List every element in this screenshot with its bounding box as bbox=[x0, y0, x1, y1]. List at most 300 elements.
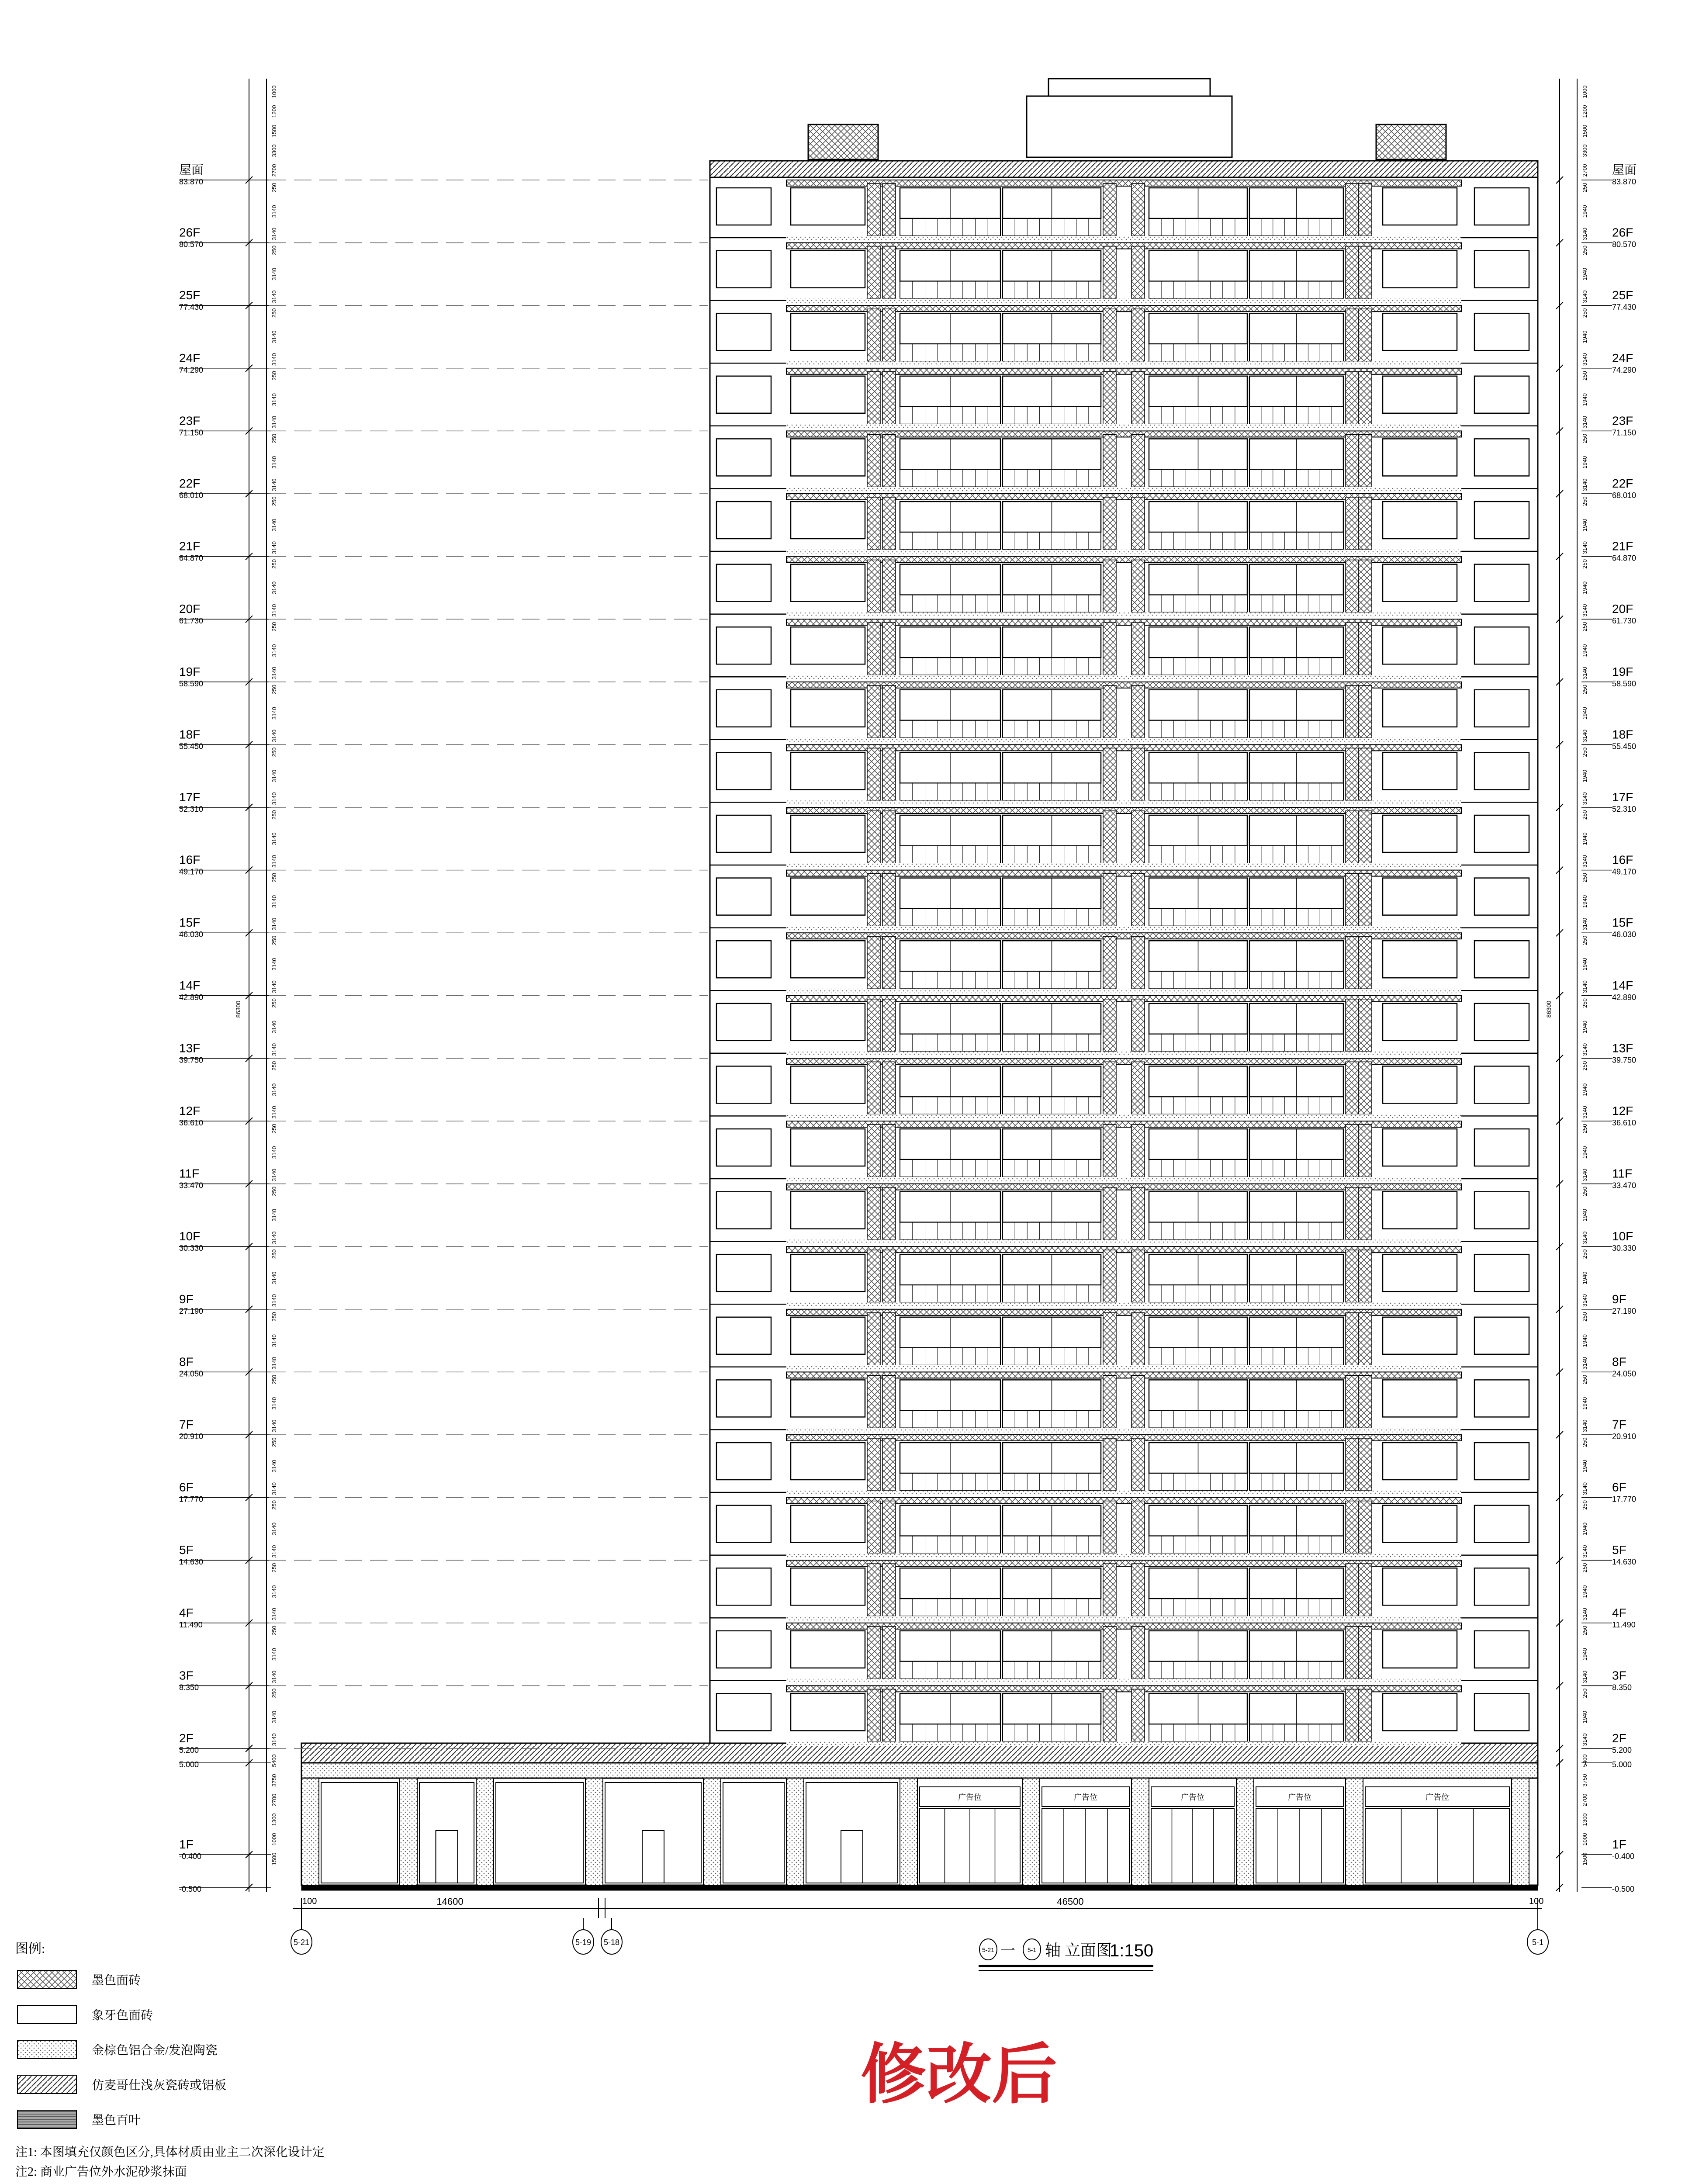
podium-column bbox=[703, 1778, 721, 1885]
level-elevation: 30.330 bbox=[1612, 1244, 1637, 1253]
level-elevation: 71.150 bbox=[1612, 428, 1637, 437]
shop-sign-label: 广告位 bbox=[958, 1793, 982, 1802]
pier bbox=[1103, 434, 1116, 487]
note-1: 注1: 本图填充仅颜色区分,具体材质由业主二次深化设计定 bbox=[15, 2146, 325, 2159]
floor-band bbox=[710, 431, 1538, 491]
pier bbox=[1346, 1250, 1359, 1302]
level-marker bbox=[1556, 1229, 1636, 1253]
level-elevation: 83.870 bbox=[179, 177, 204, 186]
window bbox=[1383, 376, 1457, 413]
window bbox=[1474, 1693, 1529, 1731]
level-marker bbox=[179, 916, 271, 939]
pier bbox=[1131, 1564, 1145, 1616]
level-marker bbox=[1556, 351, 1636, 374]
level-elevation: 77.430 bbox=[179, 303, 204, 312]
pier bbox=[1346, 1501, 1359, 1554]
level-elevation: 8.350 bbox=[179, 1683, 199, 1692]
window bbox=[1383, 1004, 1457, 1041]
floor-band bbox=[710, 807, 1538, 868]
pier bbox=[867, 372, 880, 424]
pier bbox=[1103, 1627, 1116, 1679]
floor-band bbox=[710, 1686, 1538, 1746]
pier bbox=[1103, 560, 1116, 613]
storey-dimension: 3140 bbox=[1581, 1608, 1588, 1621]
level-marker bbox=[179, 226, 271, 249]
level-marker bbox=[1556, 477, 1636, 500]
dim-left-span: 14600 bbox=[436, 1896, 464, 1907]
floor-band bbox=[710, 494, 1538, 554]
storey-dimension: 250 bbox=[1581, 685, 1588, 694]
window bbox=[1474, 502, 1529, 539]
pier bbox=[1359, 1062, 1372, 1114]
top-dimension: 1000 bbox=[1581, 85, 1588, 98]
storey-dimension: 250 bbox=[1581, 496, 1588, 506]
storey-dimension: 250 bbox=[1581, 371, 1588, 381]
pier bbox=[882, 309, 896, 361]
floor-band bbox=[710, 744, 1538, 805]
podium-column bbox=[1022, 1778, 1040, 1885]
level-marker bbox=[1556, 1838, 1634, 1861]
window bbox=[716, 1129, 771, 1166]
level-elevation: 64.870 bbox=[179, 554, 204, 563]
window bbox=[716, 752, 771, 789]
pier bbox=[1359, 1689, 1372, 1741]
level-elevation: -0.500 bbox=[179, 1885, 202, 1893]
window bbox=[791, 941, 865, 978]
storey-dimension: 250 bbox=[1581, 1437, 1588, 1447]
pier bbox=[867, 1564, 880, 1616]
level-name: 20F bbox=[1612, 602, 1633, 616]
pier bbox=[1359, 748, 1372, 800]
storey-dimension: 3140 bbox=[271, 581, 277, 594]
axis-label-5-21: 5-21 bbox=[293, 1938, 310, 1947]
pier bbox=[1131, 372, 1145, 424]
pier bbox=[867, 434, 880, 487]
dim-right-span: 46500 bbox=[1057, 1896, 1084, 1907]
roof-parapet bbox=[710, 161, 1538, 177]
storey-dimension: 1940 bbox=[1581, 1460, 1588, 1473]
storey-dimension: 3140 bbox=[271, 1146, 277, 1159]
pier bbox=[882, 685, 896, 738]
storey-dimension: 3140 bbox=[1581, 855, 1588, 868]
window bbox=[1383, 1254, 1457, 1291]
bottom-dimension: 1500 bbox=[1581, 1852, 1588, 1866]
window bbox=[716, 1254, 771, 1291]
window bbox=[716, 1066, 771, 1103]
floor-band bbox=[710, 1435, 1538, 1495]
level-elevation: 68.010 bbox=[179, 491, 204, 500]
level-elevation: 74.290 bbox=[1612, 365, 1637, 374]
storey-dimension: 3140 bbox=[1581, 1482, 1588, 1495]
legend-label-4: 墨色百叶 bbox=[92, 2114, 141, 2127]
level-elevation: 14.630 bbox=[179, 1558, 204, 1567]
bottom-dimension: 1500 bbox=[271, 1852, 277, 1866]
pier bbox=[867, 1438, 880, 1491]
level-elevation: -0.400 bbox=[179, 1852, 202, 1861]
pier bbox=[1346, 936, 1359, 989]
level-elevation: 77.430 bbox=[1612, 303, 1637, 312]
window bbox=[791, 1443, 865, 1480]
storey-dimension: 3140 bbox=[271, 1208, 277, 1222]
pier bbox=[1103, 685, 1116, 738]
top-dimension: 1200 bbox=[271, 105, 277, 118]
pier bbox=[1346, 372, 1359, 424]
level-name: 16F bbox=[1612, 853, 1633, 867]
floor-band bbox=[710, 1560, 1538, 1620]
level-name: 26F bbox=[1612, 225, 1633, 239]
storey-dimension: 250 bbox=[1581, 1563, 1588, 1573]
storey-dimension: 250 bbox=[271, 1061, 277, 1071]
floor-band bbox=[710, 368, 1538, 429]
pier bbox=[867, 874, 880, 926]
storey-dimension: 3140 bbox=[271, 330, 277, 343]
level-marker bbox=[1556, 1104, 1636, 1127]
pier bbox=[1103, 1187, 1116, 1240]
floor-band bbox=[710, 305, 1538, 366]
pier bbox=[1103, 1062, 1116, 1114]
pier bbox=[867, 623, 880, 675]
storey-dimension: 1940 bbox=[1581, 1083, 1588, 1096]
level-name: 9F bbox=[179, 1292, 194, 1306]
window bbox=[1383, 1568, 1457, 1605]
storey-dimension: 250 bbox=[271, 1249, 277, 1259]
window bbox=[1474, 1506, 1529, 1543]
level-marker bbox=[1556, 288, 1636, 312]
storey-dimension: 250 bbox=[1581, 998, 1588, 1008]
level-marker bbox=[179, 790, 271, 813]
pier bbox=[1346, 623, 1359, 675]
storey-dimension: 3140 bbox=[1581, 1670, 1588, 1683]
level-name: 3F bbox=[179, 1668, 194, 1682]
pier bbox=[1131, 811, 1145, 863]
level-marker bbox=[179, 602, 271, 625]
level-name: 18F bbox=[1612, 727, 1633, 741]
storey-dimension: 1940 bbox=[1581, 205, 1588, 218]
level-name: 21F bbox=[1612, 539, 1633, 553]
level-marker bbox=[179, 288, 271, 312]
pier bbox=[1346, 685, 1359, 738]
pier bbox=[882, 1062, 896, 1114]
level-marker bbox=[1556, 1606, 1636, 1629]
level-marker bbox=[1556, 602, 1636, 625]
level-marker bbox=[179, 1884, 271, 1893]
level-marker bbox=[1556, 1167, 1636, 1190]
pier bbox=[867, 1689, 880, 1741]
level-elevation: 17.770 bbox=[179, 1495, 204, 1504]
podium-column bbox=[585, 1778, 603, 1885]
legend-swatch-plain bbox=[17, 2005, 76, 2024]
pier bbox=[1359, 434, 1372, 487]
window bbox=[791, 627, 865, 664]
legend-label-2: 金棕色铝合金/发泡陶瓷 bbox=[92, 2044, 218, 2057]
pier bbox=[1131, 1689, 1145, 1741]
window bbox=[1474, 439, 1529, 476]
pier bbox=[1131, 183, 1145, 236]
window bbox=[1383, 1443, 1457, 1480]
level-name: 13F bbox=[1612, 1041, 1633, 1055]
storey-dimension: 3140 bbox=[271, 456, 277, 469]
floor-band bbox=[710, 1498, 1538, 1558]
pier bbox=[1346, 246, 1359, 299]
pier bbox=[1131, 1375, 1145, 1428]
pier bbox=[1359, 309, 1372, 361]
podium-bays bbox=[301, 1778, 1529, 1885]
pier bbox=[867, 999, 880, 1052]
legend bbox=[15, 1942, 226, 2129]
window bbox=[1474, 627, 1529, 664]
window bbox=[716, 1506, 771, 1543]
axis-markers bbox=[291, 1918, 1548, 1954]
storey-dimension: 3140 bbox=[271, 1670, 277, 1683]
podium-wall bbox=[723, 1783, 784, 1883]
level-name: 7F bbox=[1612, 1418, 1626, 1431]
pier bbox=[1346, 309, 1359, 361]
window bbox=[716, 1004, 771, 1041]
pier bbox=[882, 183, 896, 236]
level-marker bbox=[1556, 226, 1636, 249]
pier bbox=[1359, 685, 1372, 738]
window bbox=[716, 439, 771, 476]
storey-dimension: 250 bbox=[271, 1688, 277, 1698]
storey-dimension: 1940 bbox=[1581, 330, 1588, 343]
window bbox=[791, 690, 865, 727]
top-dimension: 3300 bbox=[1581, 144, 1588, 157]
level-marker bbox=[179, 1838, 271, 1861]
storey-dimension: 3140 bbox=[1581, 415, 1588, 429]
pier bbox=[882, 1438, 896, 1491]
title-dash: 一 bbox=[1000, 1943, 1015, 1959]
level-elevation: 61.730 bbox=[1612, 616, 1637, 626]
storey-dimension: 3140 bbox=[1581, 1043, 1588, 1056]
level-marker bbox=[179, 1167, 271, 1190]
window bbox=[716, 1693, 771, 1731]
level-marker bbox=[1556, 1759, 1632, 1769]
pier bbox=[1131, 1313, 1145, 1365]
pier bbox=[1359, 1187, 1372, 1240]
level-elevation: 20.910 bbox=[179, 1432, 204, 1441]
storey-dimension: 3140 bbox=[271, 1043, 277, 1056]
level-marker bbox=[1556, 414, 1636, 437]
level-name: 6F bbox=[179, 1480, 194, 1494]
window bbox=[716, 188, 771, 225]
pier bbox=[1131, 623, 1145, 675]
level-name: 26F bbox=[179, 225, 201, 239]
bottom-dimension: 2700 bbox=[271, 1793, 277, 1807]
window bbox=[791, 251, 865, 288]
level-marker bbox=[1556, 853, 1636, 876]
pier bbox=[1359, 183, 1372, 236]
legend-swatch-diagonal bbox=[17, 2075, 76, 2094]
pier bbox=[1359, 1438, 1372, 1491]
storey-dimension: 250 bbox=[1581, 433, 1588, 443]
level-name: 4F bbox=[179, 1606, 194, 1620]
level-elevation: 5.000 bbox=[1612, 1760, 1632, 1769]
pier bbox=[882, 434, 896, 487]
window bbox=[716, 690, 771, 727]
level-elevation: 36.610 bbox=[179, 1118, 204, 1127]
level-marker bbox=[179, 1606, 271, 1629]
storey-dimension: 3140 bbox=[271, 1021, 277, 1034]
level-name: 19F bbox=[1612, 665, 1633, 678]
storey-dimension: 3140 bbox=[271, 519, 277, 532]
level-name: 19F bbox=[179, 665, 201, 678]
level-name: 屋面 bbox=[179, 163, 204, 177]
pier bbox=[867, 497, 880, 550]
bottom-dimension: 1000 bbox=[1581, 1833, 1588, 1846]
level-elevation: 52.310 bbox=[179, 805, 204, 813]
level-elevation: 42.890 bbox=[179, 993, 204, 1002]
pier bbox=[1103, 309, 1116, 361]
level-elevation: 24.050 bbox=[179, 1369, 204, 1378]
level-elevation: 58.590 bbox=[179, 679, 204, 688]
window bbox=[791, 1129, 865, 1166]
pier bbox=[1346, 1313, 1359, 1365]
pier bbox=[882, 874, 896, 926]
storey-dimension: 1940 bbox=[1581, 769, 1588, 782]
storey-dimension: 3140 bbox=[1581, 1106, 1588, 1119]
level-elevation: 83.870 bbox=[1612, 177, 1637, 186]
podium-wall bbox=[321, 1783, 398, 1883]
level-elevation: 42.890 bbox=[1612, 993, 1637, 1002]
bottom-dimension: 2700 bbox=[1581, 1793, 1588, 1807]
storey-dimension: 3140 bbox=[271, 980, 277, 993]
pier bbox=[1103, 1564, 1116, 1616]
window bbox=[791, 439, 865, 476]
podium-wall bbox=[496, 1783, 583, 1883]
podium-column bbox=[301, 1778, 319, 1885]
pier bbox=[1103, 1125, 1116, 1177]
storey-dimension: 3140 bbox=[271, 895, 277, 908]
level-elevation: 71.150 bbox=[179, 428, 204, 437]
shop-sign-label: 广告位 bbox=[1426, 1793, 1449, 1802]
storey-dimension: 3140 bbox=[1581, 1294, 1588, 1307]
roof-tower-right bbox=[1376, 125, 1446, 159]
level-marker bbox=[1556, 1668, 1632, 1692]
pier bbox=[867, 1501, 880, 1554]
level-elevation: 33.470 bbox=[179, 1181, 204, 1190]
pier bbox=[1346, 1375, 1359, 1428]
storey-dimension: 1940 bbox=[1581, 644, 1588, 657]
horizontal-dimensions bbox=[293, 1896, 1543, 1918]
window bbox=[1474, 1004, 1529, 1041]
podium-door bbox=[642, 1831, 664, 1883]
storey-dimension: 1940 bbox=[1581, 1648, 1588, 1661]
level-elevation: 80.570 bbox=[179, 240, 204, 249]
level-name: 24F bbox=[179, 351, 201, 365]
level-name: 17F bbox=[1612, 790, 1633, 804]
pier bbox=[1346, 748, 1359, 800]
pier bbox=[1346, 1062, 1359, 1114]
storey-dimension: 3140 bbox=[271, 353, 277, 366]
storey-dimension: 3140 bbox=[271, 917, 277, 931]
level-elevation: 33.470 bbox=[1612, 1181, 1637, 1190]
level-marker bbox=[1556, 163, 1637, 186]
level-elevation: 64.870 bbox=[1612, 554, 1637, 563]
window bbox=[1474, 1317, 1529, 1354]
pier bbox=[1346, 560, 1359, 613]
pier bbox=[882, 372, 896, 424]
storey-dimension: 250 bbox=[271, 1563, 277, 1573]
level-marker bbox=[179, 1355, 271, 1378]
top-dimension: 1000 bbox=[271, 85, 277, 98]
level-marker bbox=[179, 351, 271, 374]
level-name: 23F bbox=[1612, 414, 1633, 428]
pier bbox=[867, 936, 880, 989]
podium-column bbox=[476, 1778, 494, 1885]
window bbox=[1474, 1568, 1529, 1605]
window bbox=[1474, 188, 1529, 225]
storey-dimension: 3140 bbox=[271, 541, 277, 554]
storey-dimension: 250 bbox=[271, 810, 277, 820]
roof-machine-room bbox=[1027, 96, 1232, 157]
podium-column bbox=[1236, 1778, 1254, 1885]
floor-band bbox=[710, 1309, 1538, 1370]
storey-dimension: 1940 bbox=[1581, 1021, 1588, 1034]
level-elevation: 17.770 bbox=[1612, 1495, 1637, 1504]
window bbox=[716, 1568, 771, 1605]
storey-dimension: 3140 bbox=[1581, 290, 1588, 303]
pier bbox=[1359, 560, 1372, 613]
storey-dimension: 1940 bbox=[1581, 1271, 1588, 1284]
storey-dimension: 250 bbox=[271, 371, 277, 381]
storey-dimension: 3140 bbox=[271, 1460, 277, 1473]
pier bbox=[1346, 434, 1359, 487]
bottom-dimension: 1300 bbox=[1581, 1813, 1588, 1826]
window bbox=[1474, 251, 1529, 288]
storey-dimension: 3140 bbox=[271, 290, 277, 303]
drawing-title bbox=[979, 1939, 1153, 1970]
pier bbox=[1346, 1187, 1359, 1240]
pier bbox=[867, 1627, 880, 1679]
floor-band bbox=[710, 619, 1538, 679]
level-name: 11F bbox=[1612, 1166, 1633, 1180]
pier bbox=[1103, 1689, 1116, 1741]
level-elevation: 55.450 bbox=[179, 742, 204, 751]
pier bbox=[1359, 936, 1372, 989]
window bbox=[716, 815, 771, 852]
storey-dimension: 250 bbox=[271, 622, 277, 632]
storey-dimension: 250 bbox=[1581, 559, 1588, 569]
storey-dimension: 3140 bbox=[271, 667, 277, 680]
storey-dimension: 3140 bbox=[271, 1294, 277, 1307]
window bbox=[716, 564, 771, 602]
podium-column bbox=[1512, 1778, 1529, 1885]
level-marker bbox=[179, 853, 271, 876]
storey-dimension: 3140 bbox=[271, 792, 277, 805]
level-elevation: 68.010 bbox=[1612, 491, 1637, 500]
podium-column bbox=[900, 1778, 917, 1885]
pier bbox=[1103, 623, 1116, 675]
storey-dimension: 3140 bbox=[271, 393, 277, 406]
storey-dimension: 3140 bbox=[271, 478, 277, 491]
storey-dimension: 1940 bbox=[1581, 393, 1588, 406]
pier bbox=[1131, 1627, 1145, 1679]
level-name: 25F bbox=[1612, 288, 1633, 302]
level-name: 11F bbox=[179, 1166, 200, 1180]
overall-height-dimension: 86300 bbox=[1545, 1000, 1552, 1018]
storey-dimension: 250 bbox=[271, 1374, 277, 1384]
podium-column bbox=[1131, 1778, 1149, 1885]
window bbox=[716, 1380, 771, 1417]
pier bbox=[1346, 1438, 1359, 1491]
level-marker bbox=[1556, 1481, 1636, 1504]
window bbox=[716, 941, 771, 978]
window bbox=[791, 815, 865, 852]
window bbox=[1383, 1693, 1457, 1731]
storey-dimension: 250 bbox=[1581, 1124, 1588, 1134]
window bbox=[791, 1693, 865, 1731]
window bbox=[791, 1317, 865, 1354]
